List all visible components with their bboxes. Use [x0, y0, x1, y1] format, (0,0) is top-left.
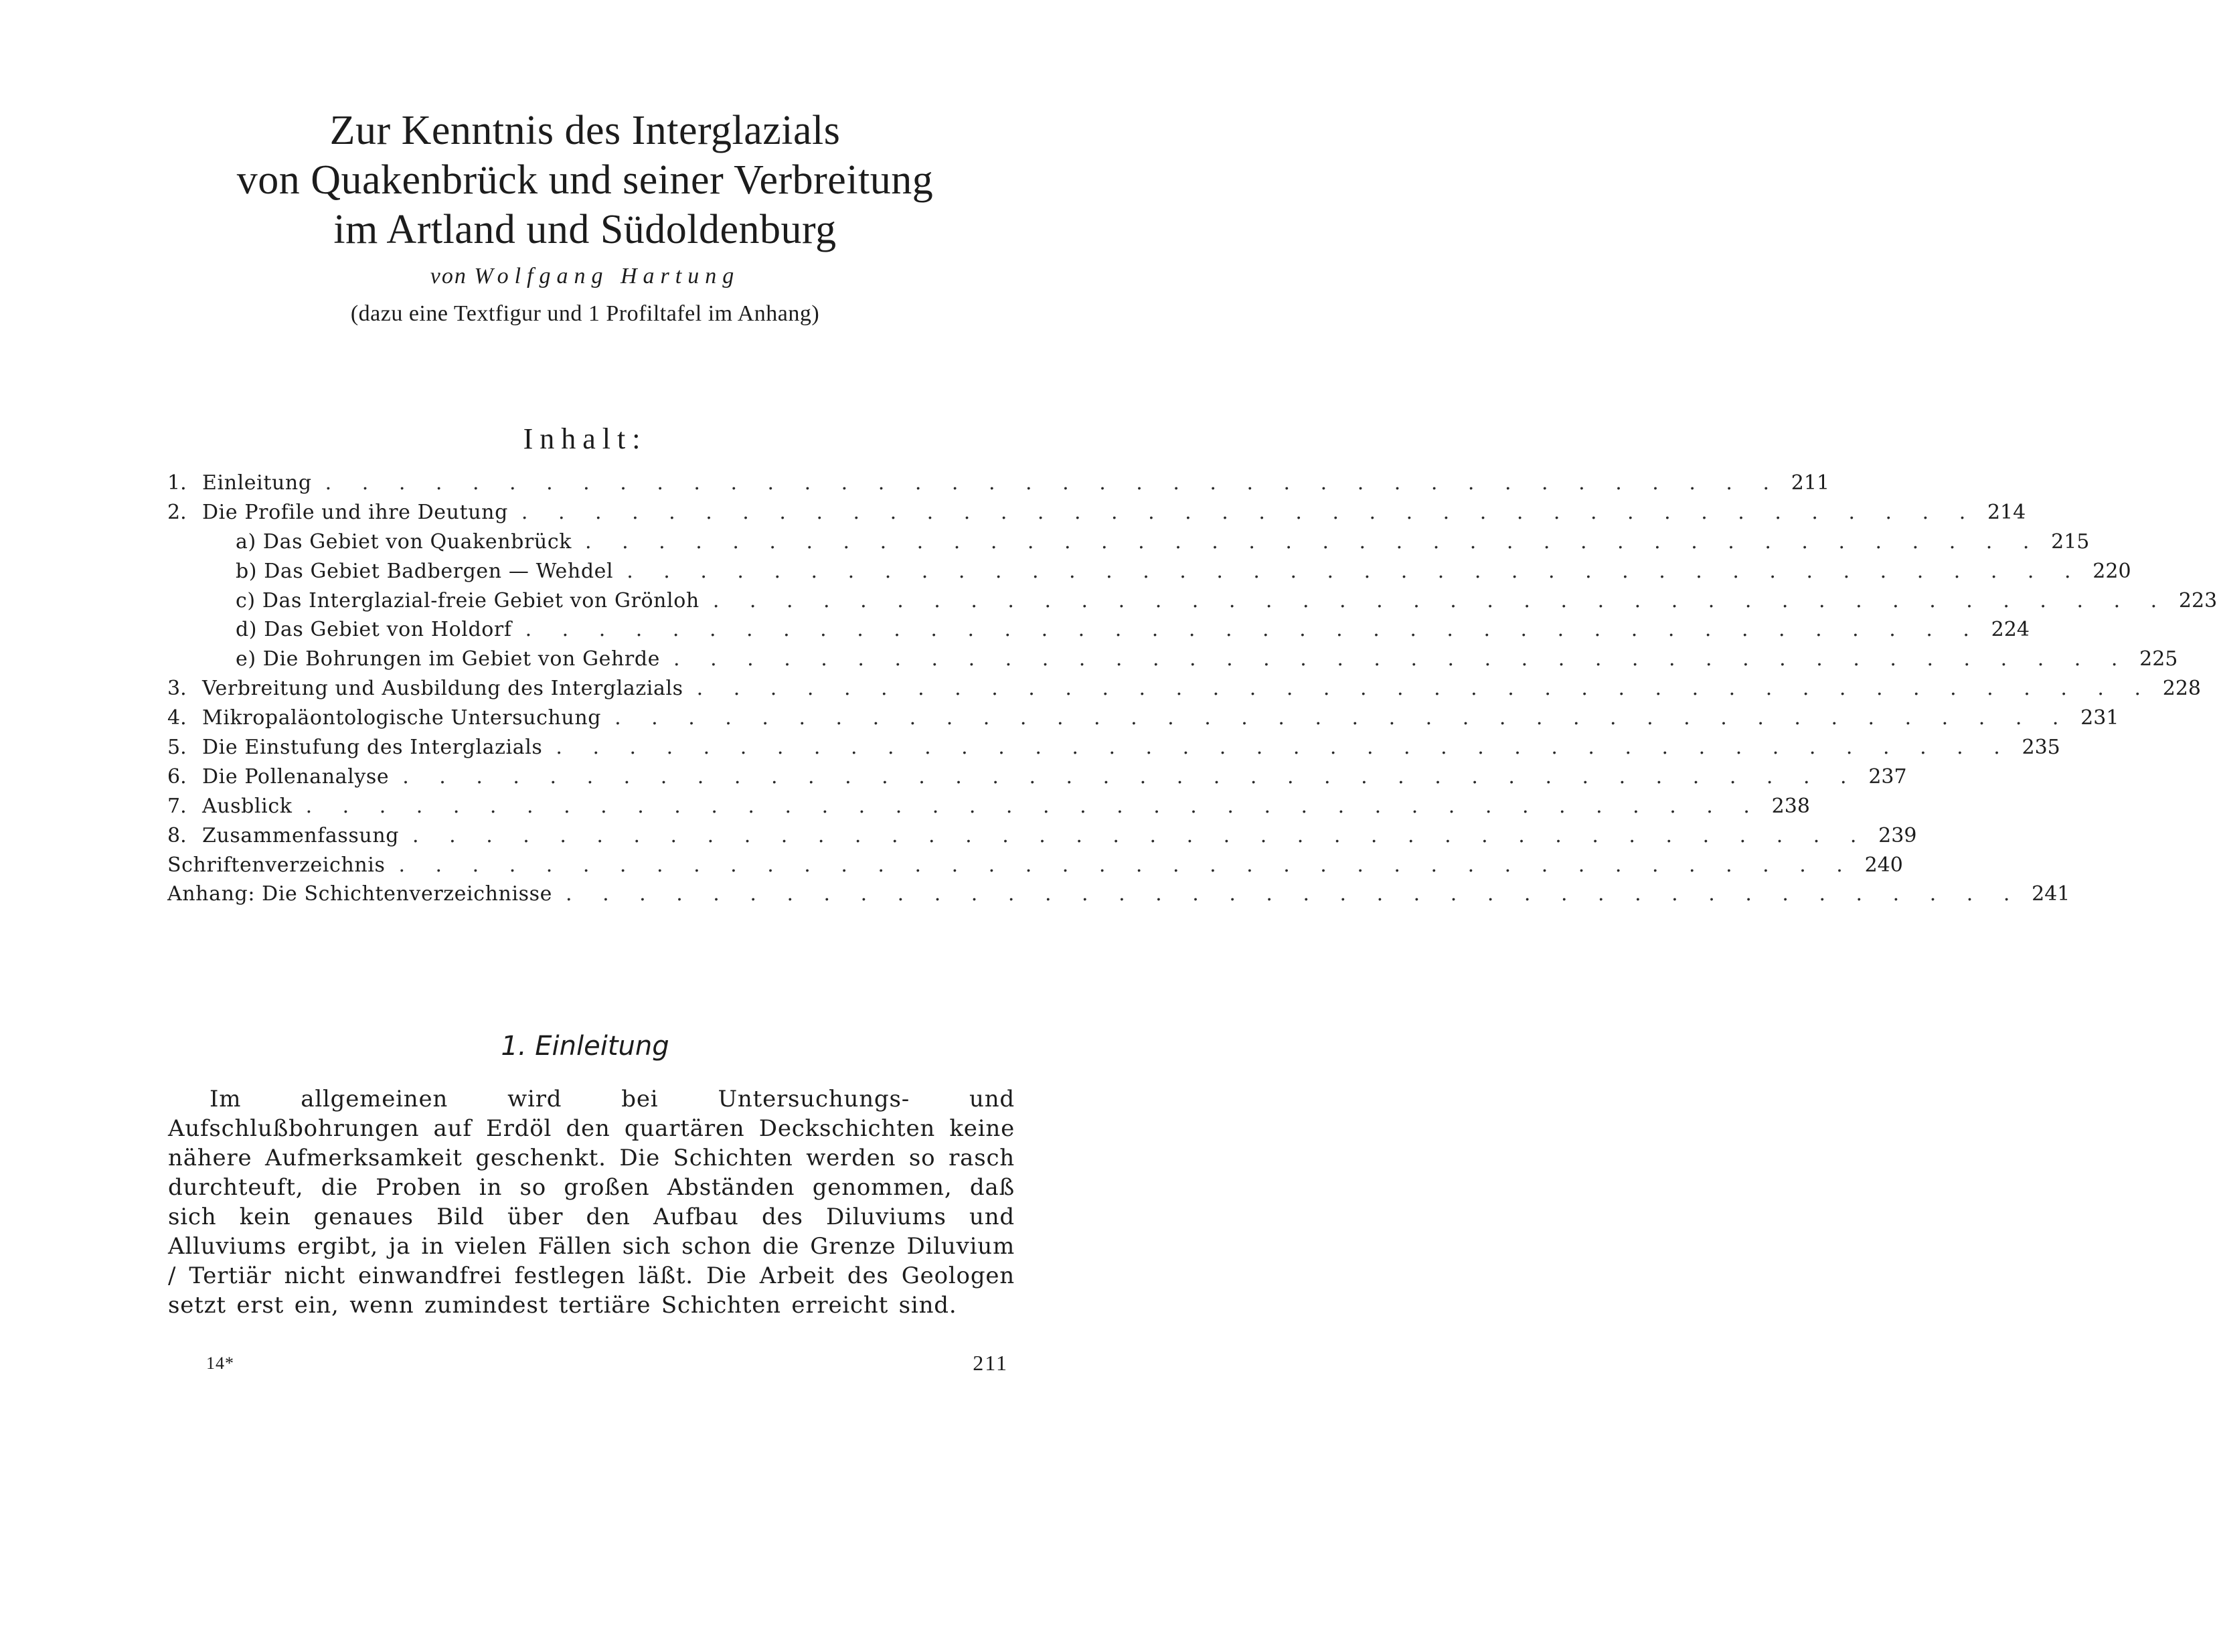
toc-subentry	[167, 588, 2217, 618]
toc-leader-dots: . . . . . . . . . . . . . . . . . . . . . . . . . . . . . . . . . . . . . . . .	[325, 471, 1782, 495]
table-of-contents	[167, 471, 2217, 912]
toc-entry	[167, 882, 2070, 912]
toc-entry-page: 235	[2022, 736, 2060, 760]
toc-entry-page: 241	[2032, 882, 2070, 906]
page-number: 211	[973, 1351, 1008, 1375]
toc-entry-label: Die Profile und ihre Deutung	[202, 500, 508, 524]
toc-entry-label: Zusammenfassung	[202, 823, 400, 847]
toc-entry-label: Mikropaläontologische Untersuchung	[202, 706, 602, 730]
toc-leader-dots: . . . . . . . . . . . . . . . . . . . . . . . . . . . . . . . . . . . . . . . .	[585, 529, 2042, 554]
author-line	[0, 264, 1170, 289]
toc-entry-page: 220	[2092, 559, 2131, 583]
toc-entry-label: e) Die Bohrungen im Gebiet von Gehrde	[236, 647, 661, 671]
toc-entry-number: 3.	[167, 677, 187, 701]
toc-subentry	[167, 559, 2131, 589]
toc-entry-page: 214	[1987, 500, 2026, 524]
toc-entry-page: 239	[1878, 823, 1917, 847]
toc-leader-dots: . . . . . . . . . . . . . . . . . . . . . . . . . . . . . . . . . . . . . . . .	[712, 588, 2169, 612]
toc-leader-dots: . . . . . . . . . . . . . . . . . . . . . . . . . . . . . . . . . . . . . . . .	[556, 736, 2012, 760]
article-header	[0, 106, 1170, 327]
toc-entry-number: 5.	[167, 736, 187, 760]
toc-entry-label: d) Das Gebiet von Holdorf	[236, 618, 512, 642]
toc-entry-label: Die Pollenanalyse	[202, 764, 390, 789]
body-paragraph: Im allgemeinen wird bei Untersuchungs- und Aufschlußbohrungen auf Erdöl den quartären Deckschichten keine nähere Aufmerksamkeit geschenkt. Die Schichten werden so rasch durchteuft, die Proben in so großen Abständen genommen, daß sich kein genaues Bild über den Aufbau des Diluviums und Alluviums ergibt, ja in vielen Fällen sich schon die Grenze Diluvium / Tertiär nicht einwandfrei festlegen läßt. Die Arbeit des Geologen setzt erst ein, wenn zumindest tertiäre Schichten erreicht sind.	[168, 1086, 1015, 1319]
toc-entry-page: 225	[2139, 647, 2178, 671]
toc-entry-number: 6.	[167, 764, 187, 789]
toc-entry-page: 231	[2080, 706, 2119, 730]
toc-heading: Inhalt:	[523, 422, 647, 455]
article-title-line-1: Zur Kenntnis des Interglazials	[329, 108, 841, 153]
toc-leader-dots: . . . . . . . . . . . . . . . . . . . . . . . . . . . . . . . . . . . . . . . .	[305, 794, 1762, 818]
toc-entry	[167, 736, 2060, 765]
toc-entry-label: Einleitung	[202, 471, 312, 495]
toc-entry-number: 1.	[167, 471, 187, 495]
toc-entry-page: 211	[1791, 471, 1830, 495]
toc-entry-number: 7.	[167, 794, 187, 818]
toc-entry-label: Die Einstufung des Interglazials	[202, 736, 543, 760]
toc-entry	[167, 500, 2026, 530]
toc-leader-dots: . . . . . . . . . . . . . . . . . . . . . . . . . . . . . . . . . . . . . . . .	[614, 706, 2071, 730]
toc-entry-page: 228	[2162, 677, 2202, 701]
toc-entry-number: 8.	[167, 823, 187, 847]
toc-entry	[167, 677, 2202, 706]
toc-entry	[167, 706, 2119, 736]
toc-leader-dots: . . . . . . . . . . . . . . . . . . . . . . . . . . . . . . . . . . . . . . . .	[696, 677, 2153, 701]
article-subtitle: (dazu eine Textfigur und 1 Profiltafel im Anhang)	[350, 301, 820, 326]
toc-entry-page: 238	[1771, 794, 1810, 818]
toc-entry	[167, 794, 1810, 824]
toc-entry-label: a) Das Gebiet von Quakenbrück	[236, 529, 572, 554]
toc-entry	[167, 823, 1917, 853]
toc-leader-dots: . . . . . . . . . . . . . . . . . . . . . . . . . . . . . . . . . . . . . . . .	[521, 500, 1978, 524]
toc-entry-page: 237	[1868, 764, 1907, 789]
toc-subentry	[167, 529, 2090, 560]
author-name: Wolfgang Hartung	[474, 264, 740, 288]
author-prefix: von	[430, 264, 467, 288]
toc-leader-dots: . . . . . . . . . . . . . . . . . . . . . . . . . . . . . . . . . . . . . . . .	[673, 647, 2130, 671]
toc-subentry	[167, 647, 2178, 677]
toc-entry-page: 240	[1864, 853, 1903, 877]
toc-entry-label: Anhang: Die Schichtenverzeichnisse	[167, 882, 553, 906]
toc-leader-dots: . . . . . . . . . . . . . . . . . . . . . . . . . . . . . . . . . . . . . . . .	[412, 823, 1869, 847]
toc-entry-page: 215	[2051, 529, 2090, 554]
toc-entry-page: 223	[2178, 588, 2217, 612]
toc-leader-dots: . . . . . . . . . . . . . . . . . . . . . . . . . . . . . . . . . . . . . . . .	[566, 882, 2022, 906]
toc-entry-number: 4.	[167, 706, 187, 730]
toc-entry-label: Ausblick	[202, 794, 293, 818]
toc-leader-dots: . . . . . . . . . . . . . . . . . . . . . . . . . . . . . . . . . . . . . . . .	[525, 618, 1981, 642]
toc-entry	[167, 853, 1903, 883]
toc-entry-label: c) Das Interglazial-freie Gebiet von Grönloh	[236, 588, 700, 612]
toc-entry-label: Schriftenverzeichnis	[167, 853, 386, 877]
toc-leader-dots: . . . . . . . . . . . . . . . . . . . . . . . . . . . . . . . . . . . . . . . .	[627, 559, 2083, 583]
article-title-line-2: von Quakenbrück und seiner Verbreitung	[236, 157, 934, 203]
toc-leader-dots: . . . . . . . . . . . . . . . . . . . . . . . . . . . . . . . . . . . . . . . .	[402, 764, 1859, 789]
article-title-line-3: im Artland und Südoldenburg	[333, 207, 837, 252]
toc-entry-number: 2.	[167, 500, 187, 524]
toc-entry	[167, 764, 1907, 795]
signature-mark: 14*	[206, 1353, 234, 1373]
toc-entry-label: Verbreitung und Ausbildung des Interglazials	[202, 677, 683, 701]
toc-leader-dots: . . . . . . . . . . . . . . . . . . . . . . . . . . . . . . . . . . . . . . . .	[398, 853, 1855, 877]
toc-subentry	[167, 618, 2030, 647]
section-heading: 1. Einleitung	[501, 1031, 669, 1062]
toc-entry-page: 224	[1991, 618, 2030, 642]
toc-entry	[167, 471, 1830, 501]
toc-entry-label: b) Das Gebiet Badbergen — Wehdel	[236, 559, 614, 583]
